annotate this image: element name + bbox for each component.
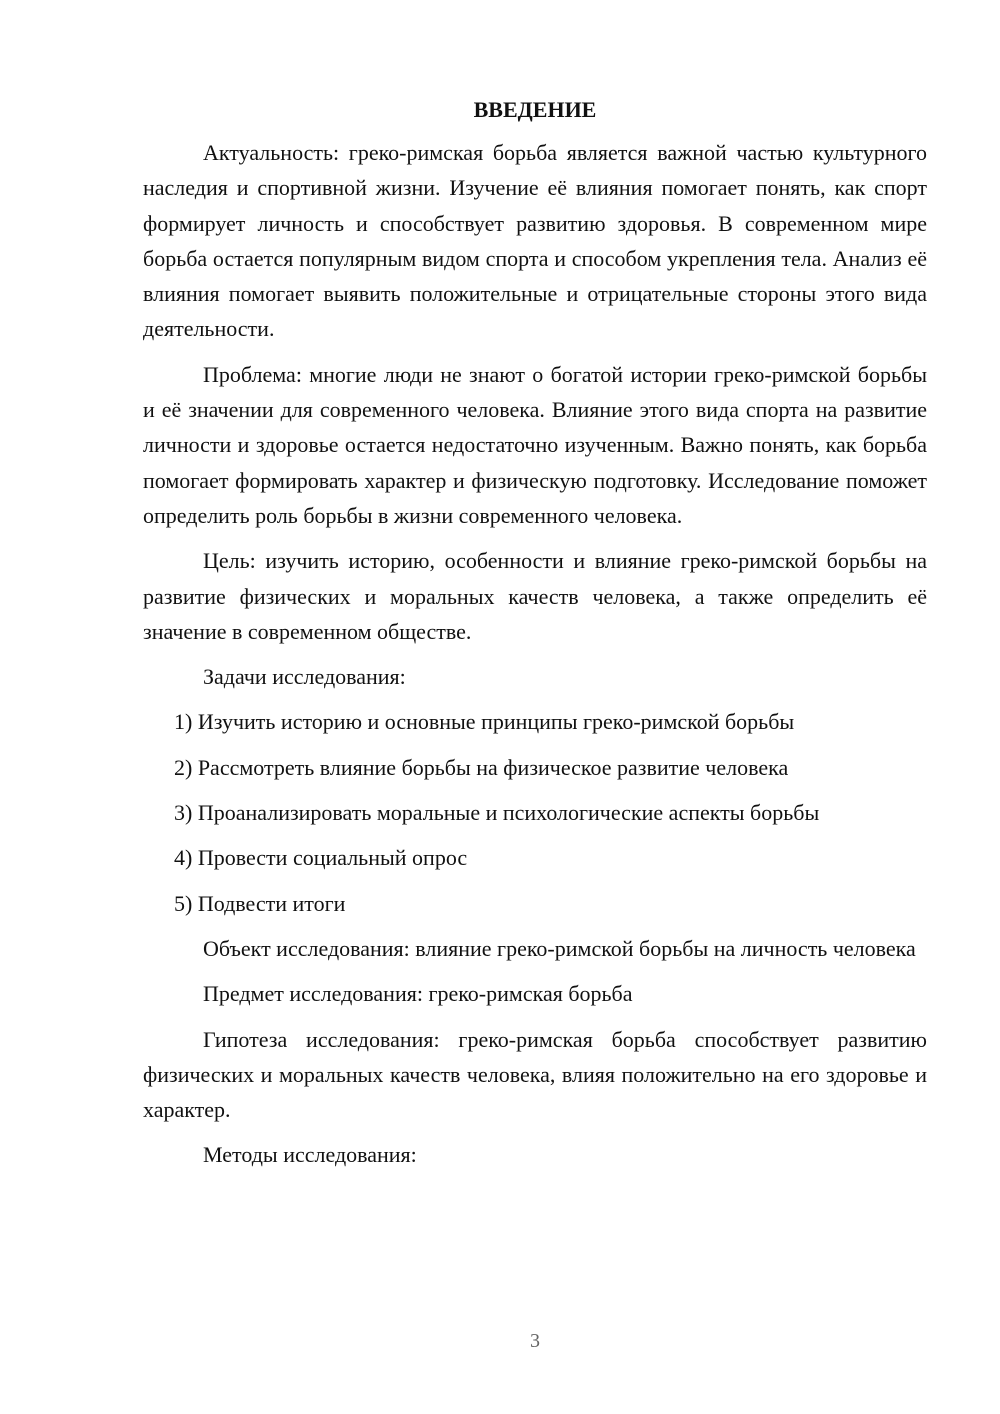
task-item-4: 4) Провести социальный опрос [174, 845, 468, 871]
tasks-list [143, 704, 927, 920]
page-number: 3 [530, 1330, 540, 1352]
document-body [143, 95, 927, 1183]
task-item-3: 3) Проанализировать моральные и психологические аспекты борьбы [174, 800, 820, 826]
relevance-paragraph: Актуальность: греко-римская борьба является важной частью культурного наследия и спортивной жизни. Изучение её влияния помогает понять, как спорт формирует личность и способствует развитию здоровья. В современном мире борьба остается популярным видом спорта и способом укрепления тела. Анализ её влияния помогает выявить положительные и отрицательные стороны этого вида деятельности. [143, 140, 927, 342]
task-item-2: 2) Рассмотреть влияние борьбы на физическое развитие человека [174, 754, 789, 780]
subject-paragraph: Предмет исследования: греко-римская борьба [203, 981, 633, 1007]
task-item-1: 1) Изучить историю и основные принципы греко-римской борьбы [174, 709, 795, 735]
hypothesis-paragraph: Гипотеза исследования: греко-римская борьба способствует развитию физических и моральных качеств человека, влияя положительно на его здоровье и характер. [143, 1026, 927, 1123]
task-item-5: 5) Подвести итоги [174, 890, 346, 916]
problem-paragraph: Проблема: многие люди не знают о богатой истории греко-римской борьбы и её значении для современного человека. Влияние этого вида спорта на развитие личности и здоровье остается недостаточно изученным. Важно понять, как борьба помогает формировать характер и физическую подготовку. Исследование поможет определить роль борьбы в жизни современного человека. [143, 361, 927, 528]
goal-paragraph: Цель: изучить историю, особенности и влияние греко-римской борьбы на развитие физических и моральных качеств человека, а также определить её значение в современном обществе. [143, 548, 927, 644]
object-paragraph: Объект исследования: влияние греко-римской борьбы на личность человека [203, 935, 916, 961]
section-title: ВВЕДЕНИЕ [473, 97, 597, 122]
tasks-heading: Задачи исследования: [203, 664, 406, 690]
methods-heading: Методы исследования: [203, 1142, 417, 1168]
